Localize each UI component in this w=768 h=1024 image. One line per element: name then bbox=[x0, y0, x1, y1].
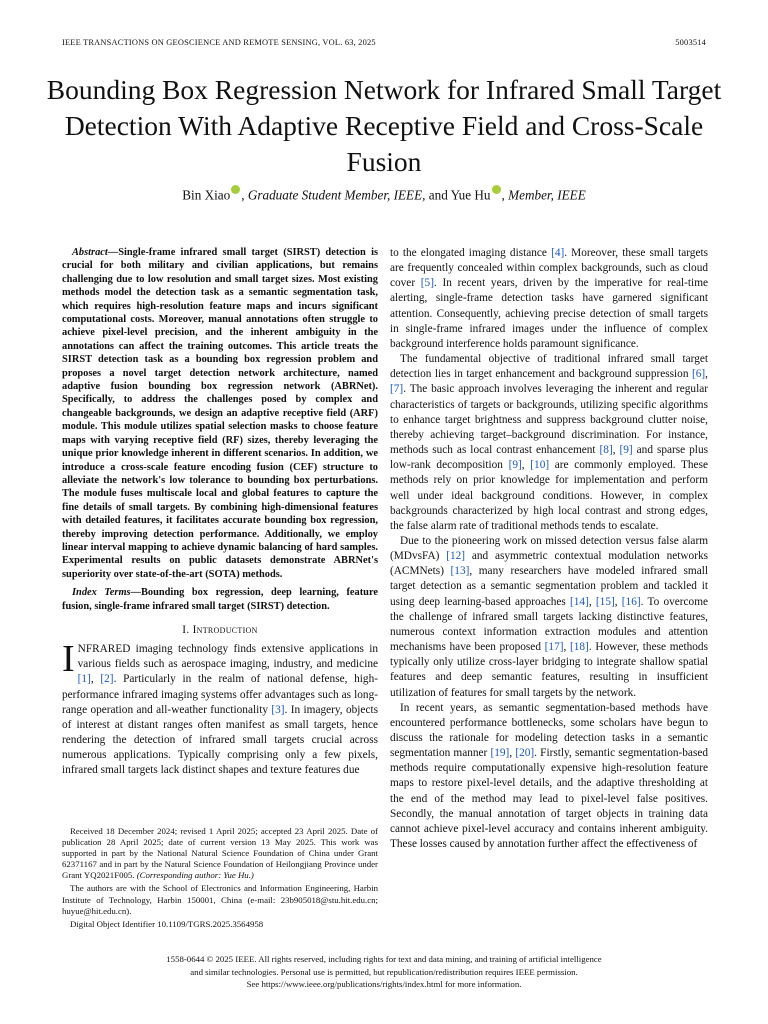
citation-link[interactable]: [13] bbox=[450, 565, 470, 578]
body-text: and asymmetric contextual modulation networks (ACMNets) bbox=[390, 550, 708, 578]
corresponding-author: (Corresponding author: Yue Hu.) bbox=[136, 870, 254, 881]
body-text: are commonly employed. These methods rely on prior knowledge for implementation and perform well under ideal background conditions. However, in complex backgrounds characterized by high local contrast and strong edges, the false alarm rate of traditional methods tends to escalate. bbox=[390, 459, 708, 532]
index-terms-text: Bounding box regression, deep learning, feature fusion, single-frame infrared small target (SIRST) detection. bbox=[62, 587, 378, 612]
citation-link[interactable]: [20] bbox=[515, 747, 535, 760]
doi-note: Digital Object Identifier 10.1109/TGRS.2025.3564958 bbox=[70, 918, 264, 929]
paper-title: Bounding Box Regression Network for Infrared Small Target Detection With Adaptive Receptive Field and Cross-Scale Fusion bbox=[46, 74, 722, 177]
body-text: . The basic approach involves leveraging the inherent and regular characteristics of targets or backgrounds, utilizing specific algorithms to enhance target brightness and suppress background clutter noise, thereby achieving target–background discrimination. For instance, methods such as local contrast enhancement bbox=[390, 383, 708, 457]
received-note bbox=[62, 826, 378, 881]
orcid-icon[interactable] bbox=[492, 185, 501, 194]
index-terms-lead: Index Terms— bbox=[72, 587, 141, 599]
body-text: and sparse plus low-rank decomposition bbox=[390, 444, 708, 472]
copyright-line-1: 1558-0644 © 2025 IEEE. All rights reserved, including rights for text and data mining, and training of artificial intelligence bbox=[166, 954, 602, 964]
intro-paragraph bbox=[62, 638, 378, 778]
author-line: Bin Xiao , Graduate Student Member, IEEE, and Yue Hu , Member, IEEE bbox=[40, 185, 728, 203]
body-text: The fundamental objective of traditional infrared small target detection lies in target enhancement and background suppression bbox=[390, 353, 708, 381]
paragraph: Due to the pioneering work on missed detection versus false alarm (MDvsFA) [12] and asymmetric contextual modulation networks (ACMNets) [13], many researchers have modeled infrared small target detection as a semantic segmentation problem and tackled it using deep learning-based approaches [14], [15], [16]. To overcome the challenge of infrared small targets lacking distinctive features, numerous context information extraction modules and attention mechanisms have been proposed [17], [18]. However, these methods typically only utilize cross-layer bridging to integrate shallow spatial features and deep semantic features, resulting in insufficient utilization of features for small targets by the network. bbox=[390, 534, 708, 699]
drop-cap: I bbox=[62, 638, 75, 681]
citation-link[interactable]: [8] bbox=[599, 444, 613, 457]
author-1-role: Graduate Student Member, IEEE bbox=[247, 187, 423, 203]
abstract-lead: Abstract— bbox=[72, 247, 119, 258]
author-2-name: Yue Hu bbox=[450, 187, 491, 203]
citation-link[interactable]: [14] bbox=[570, 595, 589, 608]
index-terms bbox=[62, 586, 378, 613]
citation-link[interactable]: [9] bbox=[619, 444, 633, 457]
citation-link[interactable]: [1] bbox=[77, 673, 91, 686]
copyright-line-3: See https://www.ieee.org/publications/rights/index.html for more information. bbox=[246, 979, 522, 989]
footnotes bbox=[62, 826, 378, 932]
citation-link[interactable]: [9] bbox=[508, 459, 522, 472]
body-text: , many researchers have modeled infrared small target detection as a semantic segmentation problem and tackled it using deep learning-based approaches bbox=[390, 565, 708, 608]
article-number: 5003514 bbox=[675, 38, 706, 47]
intro-text: . Particularly in the realm of national defense, high-performance infrared imaging systems offer advantages such as long-range operation and all-weather functionality bbox=[62, 673, 378, 716]
journal-name: IEEE TRANSACTIONS ON GEOSCIENCE AND REMOTE SENSING, VOL. 63, 2025 bbox=[62, 38, 376, 47]
copyright-line-2: and similar technologies. Personal use is permitted, but republication/redistribution requires IEEE permission. bbox=[190, 966, 578, 977]
citation-link[interactable]: [16] bbox=[621, 595, 641, 608]
citation-link[interactable]: [5] bbox=[420, 277, 434, 290]
citation-link[interactable]: [10] bbox=[530, 459, 550, 472]
paragraph bbox=[390, 246, 708, 352]
intro-text: NFRARED imaging technology finds extensive applications in various fields such as aerospace imaging, industry, and medicine bbox=[77, 643, 378, 671]
section-number: I. bbox=[182, 623, 193, 636]
body-text: In recent years, as semantic segmentation-based methods have encountered performance bottlenecks, some scholars have begun to discuss the rationale for modeling detection tasks in a semantic segmentation manner bbox=[390, 701, 708, 760]
body-text: . Moreover, these small targets are frequently concealed within complex backgrounds, such as cloud cover bbox=[390, 247, 708, 290]
citation-link[interactable]: [4] bbox=[551, 247, 565, 259]
paragraph: In recent years, as semantic segmentation-based methods have encountered performance bottlenecks, some scholars have begun to discuss the rationale for modeling detection tasks in a semantic segmentation manner [19], [20]. Firstly, semantic segmentation-based methods require computationally expensive high-resolution feature maps to restore pixel-level details, and the adaptive thresholding at the end of the method may lead to pixel-level false positives. Secondly, the manual annotation of target objects in training data cannot achieve pixel-level accuracy and contains inherent ambiguity. These losses caused by annotation further affect the effectiveness of bbox=[390, 701, 708, 851]
body-text: Due to the pioneering work on missed detection versus false alarm (MDvsFA) bbox=[390, 534, 708, 563]
body-text: . Firstly, semantic segmentation-based methods require computationally expensive high-resolution feature maps to restore pixel-level details, and the adaptive thresholding at the end of the method may lead to pixel-level false positives. Secondly, the manual annotation of target objects in training data cannot achieve pixel-level accuracy and contains inherent ambiguity. These losses caused by annotation further affect the effectiveness of bbox=[390, 747, 708, 851]
citation-link[interactable]: [7] bbox=[390, 383, 404, 396]
author-2-role: Member, IEEE bbox=[508, 187, 586, 203]
citation-link[interactable]: [12] bbox=[446, 550, 466, 563]
author-1-name: Bin Xiao bbox=[182, 187, 231, 203]
section-heading bbox=[62, 623, 378, 638]
citation-link[interactable]: [3] bbox=[271, 703, 285, 716]
citation-link[interactable]: [19] bbox=[490, 747, 510, 760]
author-join: , and bbox=[422, 187, 451, 203]
abstract bbox=[62, 246, 378, 581]
body-text: . To overcome the challenge of infrared small targets lacking distinctive features, numerous context information extraction modules and attention mechanisms have been proposed bbox=[390, 595, 708, 654]
citation-separator: , bbox=[90, 673, 101, 686]
copyright-notice bbox=[62, 953, 706, 991]
citation-link[interactable]: [2] bbox=[100, 673, 114, 686]
abstract-text: Single-frame infrared small target (SIRST) detection is crucial for both military and civilian applications, but remains challenging due to low resolution and small target sizes. Most existing methods model the detection task as a semantic segmentation task, which requires high-resolution feature maps and incurs significant computational costs. Moreover, manual annotations often struggle to achieve pixel-level precision, and the inherent ambiguity in the annotations can affect the training outcomes. This article treats the SIRST detection task as a bounding box regression problem and proposes a novel target detection network architecture, named adaptive fusion bounding box regression network (ABRNet). Specifically, to address the challenges posed by complex and changeable backgrounds, we design an adaptive receptive field (ARF) module. This module utilizes spatial selection masks to choose feature maps with varying receptive field (RF) sizes, thereby leveraging the unique prior knowledge inherent in different scenarios. In addition, we introduce a cross-scale feature encoding fusion (CEF) structure to alleviate the network's low tolerance to bounding box perturbations. The module fuses multiscale local and global features to capture the fine details of small targets. By combining high-dimensional features with detailed features, it facilitates accurate bounding box regression, thereby improving detection performance. Additionally, we employ linear interval mapping to achieve dynamic balancing of hard samples. Experimental results on public datasets demonstrate ABRNet's superiority over state-of-the-art (SOTA) methods. bbox=[62, 247, 378, 580]
citation-link[interactable]: [6] bbox=[691, 368, 706, 381]
citation-link[interactable]: [18] bbox=[570, 641, 589, 654]
orcid-icon[interactable] bbox=[231, 185, 240, 194]
left-column bbox=[62, 246, 378, 779]
body-text: to the elongated imaging distance bbox=[390, 247, 552, 259]
body-text: . However, these methods typically only utilize cross-layer bridging to integrate shallow spatial features and deep semantic features, resulting in insufficient utilization of features for small targets by the network. bbox=[390, 641, 708, 699]
affiliation-note: The authors are with the School of Electronics and Information Engineering, Harbin Institute of Technology, Harbin 150001, China (e-mail: 23b905018@stu.hit.edu.cn; huyue@hit.edu.cn). bbox=[62, 883, 378, 916]
citation-link[interactable]: [17] bbox=[544, 641, 564, 654]
body-text: . In recent years, driven by the imperative for real-time alerting, single-frame detection tasks have garnered significant attention. Consequently, achieving precise detection of small targets in single-frame infrared images under the influence of complex background interference holds paramount significance. bbox=[390, 277, 708, 350]
received-text: Received 18 December 2024; revised 1 April 2025; accepted 23 April 2025. Date of publication 28 April 2025; date of current version 13 May 2025. This work was supported in part by the National Natural Science Foundation of China under Grant 62371167 and in part by the Natural Science Foundation of Heilongjiang Province under Grant YQ2021F005. bbox=[62, 826, 378, 881]
right-column bbox=[390, 246, 708, 852]
citation-link[interactable]: [15] bbox=[595, 595, 615, 608]
paragraph: The fundamental objective of traditional infrared small target detection lies in target enhancement and background suppression [6], [7]. The basic approach involves leveraging the inherent and regular characteristics of targets or backgrounds, utilizing specific algorithms to enhance target brightness and suppress background clutter noise, thereby achieving target–background discrimination. For instance, methods such as local contrast enhancement [8], [9] and sparse plus low-rank decomposition [9], [10] are commonly employed. These methods rely on prior knowledge for implementation and perform well under ideal background conditions. However, in complex backgrounds characterized by high local contrast and strong edges, the false alarm rate of traditional methods tends to escalate. bbox=[390, 353, 708, 532]
intro-text: . In imagery, objects of interest at distant ranges often manifest as small targets, hence rendering the detection of infrared small targets crucial across numerous applications. Typically comprising only a few pixels, infrared small targets lack distinct shapes and texture features due bbox=[62, 703, 378, 777]
section-title: Introduction bbox=[192, 623, 258, 636]
